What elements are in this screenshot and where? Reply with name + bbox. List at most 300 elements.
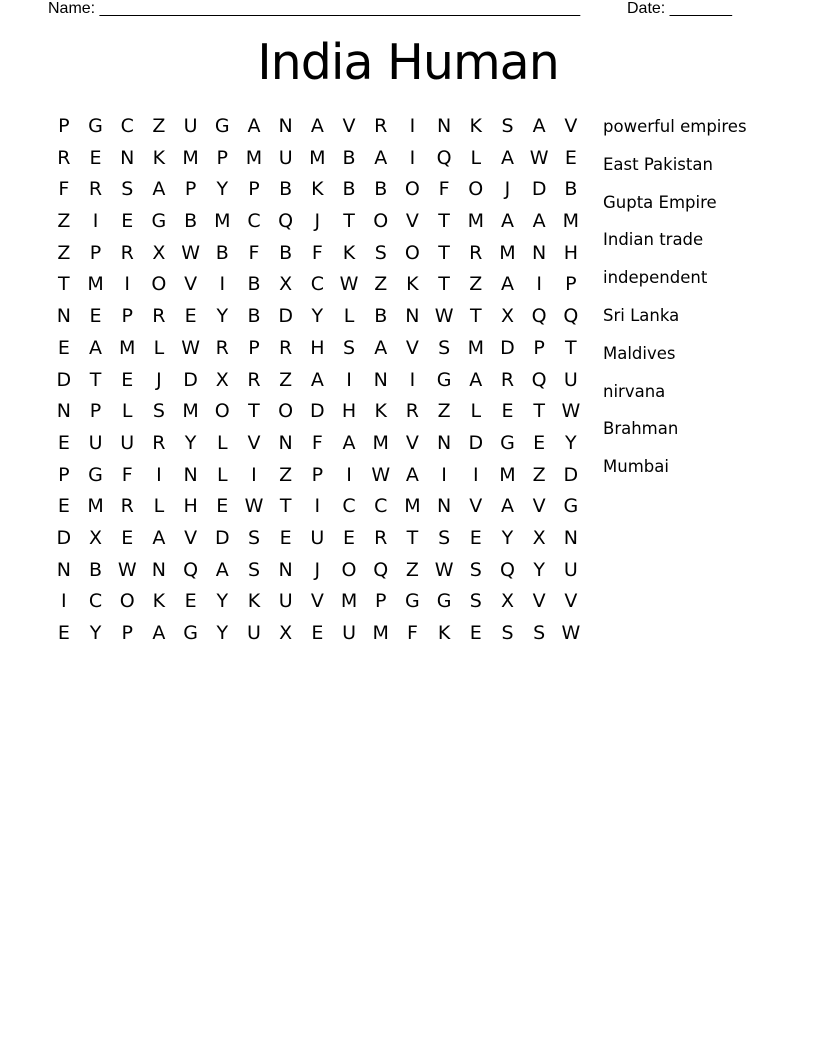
grid-cell: Y: [533, 558, 545, 581]
grid-cell: H: [183, 495, 198, 518]
grid-cell: P: [89, 241, 102, 264]
grid-cell: A: [374, 146, 388, 169]
grid-cell: E: [57, 622, 70, 644]
grid-cell: Y: [216, 622, 229, 644]
grid-cell: A: [500, 146, 514, 169]
grid-cell: M: [87, 495, 104, 518]
grid-cell: M: [499, 241, 516, 264]
grid-cell: Q: [436, 146, 452, 169]
grid-cell: Z: [57, 210, 71, 233]
grid-cell: V: [310, 590, 324, 613]
grid-cell: I: [472, 463, 479, 486]
grid-cell: M: [214, 210, 231, 233]
grid-cell: B: [342, 146, 356, 169]
grid-cell: L: [153, 336, 165, 359]
grid-cell: A: [152, 526, 166, 549]
grid-cell: A: [405, 463, 419, 486]
word-bank-item: Brahman: [603, 419, 679, 439]
grid-cell: B: [89, 558, 103, 581]
grid-cell: K: [342, 241, 356, 264]
grid-cell: Q: [531, 305, 547, 328]
word-bank-item: Sri Lanka: [603, 305, 680, 325]
grid-cell: V: [405, 431, 419, 454]
grid-cell: O: [214, 400, 230, 423]
grid-cell: M: [340, 590, 358, 613]
grid-cell: F: [311, 431, 323, 454]
grid-cell: A: [374, 336, 388, 359]
grid-cell: K: [374, 400, 387, 423]
grid-cell: N: [278, 558, 293, 581]
grid-cell: T: [469, 305, 482, 328]
grid-cell: X: [279, 273, 293, 296]
grid-cell: B: [279, 178, 293, 201]
grid-cell: P: [89, 400, 102, 423]
grid-cell: V: [405, 336, 419, 359]
grid-cell: Z: [405, 558, 419, 581]
grid-cell: E: [469, 526, 482, 549]
grid-cell: J: [504, 178, 511, 201]
grid-cell: I: [314, 495, 321, 518]
grid-cell: N: [56, 400, 71, 423]
grid-cell: Y: [565, 431, 577, 454]
grid-cell: H: [310, 336, 325, 359]
word-bank-item: independent: [603, 268, 708, 288]
grid-cell: A: [500, 273, 514, 296]
grid-cell: T: [565, 336, 577, 359]
grid-cell: K: [406, 273, 419, 296]
grid-cell: V: [532, 495, 546, 518]
grid-cell: E: [121, 368, 134, 391]
grid-cell: R: [405, 400, 419, 423]
grid-cell: J: [156, 368, 162, 391]
grid-cell: N: [563, 526, 578, 549]
grid-cell: I: [409, 115, 416, 137]
grid-cell: T: [406, 526, 419, 549]
grid-cell: F: [121, 463, 133, 486]
grid-cell: E: [184, 590, 197, 613]
grid-cell: L: [153, 495, 165, 518]
grid-cell: R: [215, 336, 229, 359]
grid-cell: K: [437, 622, 451, 644]
grid-cell: G: [88, 115, 103, 137]
grid-cell: M: [87, 273, 104, 296]
grid-cell: E: [216, 495, 229, 518]
grid-cell: K: [152, 146, 166, 169]
grid-cell: I: [536, 273, 542, 296]
grid-cell: Y: [216, 178, 229, 201]
grid-cell: B: [342, 178, 356, 201]
grid-cell: V: [469, 495, 483, 518]
grid-cell: B: [374, 305, 388, 328]
grid-cell: G: [214, 115, 230, 137]
grid-cell: G: [183, 622, 198, 644]
grid-cell: U: [120, 431, 135, 454]
grid-cell: D: [500, 336, 515, 359]
grid-cell: D: [214, 526, 230, 549]
grid-cell: U: [563, 368, 578, 391]
grid-cell: R: [247, 368, 261, 391]
grid-cell: S: [247, 526, 260, 549]
grid-cell: A: [215, 558, 229, 581]
grid-cell: N: [436, 495, 452, 518]
grid-cell: A: [89, 336, 103, 359]
grid-cell: T: [438, 241, 450, 264]
grid-cell: Y: [311, 305, 324, 328]
grid-cell: Q: [531, 368, 547, 391]
grid-cell: U: [247, 622, 261, 644]
grid-cell: L: [470, 400, 482, 423]
word-bank: [603, 108, 747, 486]
grid-cell: N: [278, 431, 293, 454]
grid-cell: G: [563, 495, 579, 518]
grid-cell: A: [247, 115, 261, 137]
grid-cell: N: [151, 558, 167, 581]
grid-cell: R: [500, 368, 515, 391]
grid-cell: M: [182, 400, 199, 423]
grid-cell: O: [404, 178, 420, 201]
grid-cell: D: [278, 305, 293, 328]
grid-cell: K: [469, 115, 483, 137]
grid-cell: A: [310, 115, 324, 137]
grid-cell: E: [184, 305, 197, 328]
grid-cell: T: [248, 400, 260, 423]
grid-cell: F: [248, 241, 260, 264]
grid-cell: D: [310, 400, 325, 423]
grid-cell: I: [251, 463, 257, 486]
date-field-label: Date: _______: [627, 0, 732, 17]
grid-cell: V: [184, 526, 198, 549]
grid-cell: N: [436, 431, 452, 454]
grid-cell: G: [88, 463, 103, 486]
grid-cell: N: [532, 241, 547, 264]
grid-cell: C: [310, 273, 324, 296]
grid-cell: W: [181, 336, 200, 359]
word-bank-item: Gupta Empire: [603, 192, 717, 212]
grid-cell: Q: [278, 210, 294, 233]
grid-cell: F: [438, 178, 450, 201]
grid-cell: V: [405, 210, 419, 233]
name-field-label: Name: ______________________________________________________: [48, 0, 581, 17]
grid-cell: M: [372, 431, 389, 454]
grid-cell: Z: [437, 400, 451, 423]
grid-cell: T: [89, 368, 102, 391]
grid-cell: N: [405, 305, 420, 328]
word-bank-item: Maldives: [603, 343, 676, 363]
grid-cell: A: [532, 115, 546, 137]
grid-cell: E: [89, 146, 102, 169]
grid-cell: E: [343, 526, 356, 549]
grid-cell: W: [181, 241, 200, 264]
grid-cell: U: [563, 558, 578, 581]
grid-cell: Z: [152, 115, 166, 137]
grid-cell: S: [438, 336, 451, 359]
grid-cell: M: [372, 622, 389, 644]
grid-cell: A: [500, 210, 514, 233]
grid-cell: U: [342, 622, 356, 644]
grid-cell: M: [467, 336, 484, 359]
grid-cell: S: [121, 178, 134, 201]
grid-cell: T: [533, 400, 545, 423]
grid-cell: F: [311, 241, 323, 264]
grid-cell: X: [500, 305, 514, 328]
grid-cell: E: [533, 431, 546, 454]
grid-cell: W: [529, 146, 549, 169]
grid-cell: V: [564, 115, 578, 137]
grid-cell: L: [216, 431, 228, 454]
grid-cell: K: [311, 178, 324, 201]
grid-cell: E: [89, 305, 102, 328]
grid-cell: E: [121, 210, 134, 233]
word-bank-item: powerful empires: [603, 117, 747, 136]
grid-cell: W: [561, 400, 581, 423]
grid-cell: S: [152, 400, 165, 423]
grid-cell: F: [406, 622, 418, 644]
grid-cell: I: [409, 146, 416, 169]
grid-cell: O: [404, 241, 420, 264]
grid-cell: B: [184, 210, 198, 233]
grid-cell: Y: [501, 526, 514, 549]
grid-cell: B: [279, 241, 293, 264]
grid-cell: D: [56, 368, 72, 391]
grid-cell: Y: [184, 431, 197, 454]
grid-cell: J: [314, 210, 321, 233]
grid-cell: P: [58, 115, 70, 137]
grid-cell: V: [184, 273, 198, 296]
grid-cell: G: [500, 431, 515, 454]
grid-cell: I: [219, 273, 226, 296]
grid-cell: B: [215, 241, 229, 264]
grid-cell: E: [311, 622, 324, 644]
grid-cell: A: [342, 431, 356, 454]
word-search-grid: [48, 111, 587, 650]
grid-cell: A: [152, 622, 166, 644]
grid-cell: E: [57, 495, 70, 518]
grid-cell: D: [563, 463, 579, 486]
grid-cell: O: [151, 273, 167, 296]
grid-cell: W: [244, 495, 264, 518]
grid-cell: E: [564, 146, 577, 169]
grid-cell: V: [342, 115, 356, 137]
grid-cell: P: [311, 463, 324, 486]
grid-cell: I: [409, 368, 416, 391]
grid-cell: W: [117, 558, 137, 581]
grid-cell: S: [343, 336, 356, 359]
grid-cell: A: [310, 368, 324, 391]
grid-cell: T: [438, 210, 450, 233]
grid-cell: M: [499, 463, 516, 486]
grid-cell: R: [88, 178, 103, 201]
grid-cell: T: [343, 210, 355, 233]
grid-cell: Z: [279, 463, 293, 486]
grid-cell: S: [469, 590, 482, 613]
grid-cell: Q: [499, 558, 515, 581]
grid-cell: X: [500, 590, 514, 613]
grid-cell: E: [469, 622, 482, 644]
grid-cell: N: [120, 146, 135, 169]
grid-cell: N: [373, 368, 388, 391]
grid-cell: X: [89, 526, 103, 549]
grid-cell: M: [467, 210, 484, 233]
grid-cell: B: [247, 305, 261, 328]
grid-cell: L: [470, 146, 482, 169]
grid-cell: P: [565, 273, 577, 296]
grid-cell: O: [119, 590, 135, 613]
grid-cell: Q: [373, 558, 389, 581]
grid-cell: P: [248, 336, 260, 359]
grid-cell: L: [216, 463, 228, 486]
grid-cell: E: [279, 526, 292, 549]
grid-cell: W: [434, 305, 454, 328]
grid-cell: N: [56, 305, 71, 328]
grid-cell: Y: [89, 622, 102, 644]
grid-cell: P: [121, 622, 133, 644]
grid-cell: R: [57, 146, 71, 169]
grid-cell: R: [152, 305, 166, 328]
grid-cell: N: [436, 115, 452, 137]
grid-cell: S: [247, 558, 260, 581]
grid-cell: W: [339, 273, 359, 296]
grid-cell: J: [314, 558, 321, 581]
grid-cell: Z: [532, 463, 546, 486]
grid-cell: O: [373, 210, 389, 233]
word-bank-item: East Pakistan: [603, 154, 713, 174]
grid-cell: Z: [469, 273, 483, 296]
grid-cell: H: [563, 241, 578, 264]
grid-cell: I: [61, 590, 67, 613]
grid-cell: D: [468, 431, 484, 454]
grid-cell: D: [56, 526, 72, 549]
grid-cell: M: [562, 210, 580, 233]
grid-cell: M: [182, 146, 199, 169]
word-bank-item: Mumbai: [603, 457, 669, 477]
grid-cell: P: [121, 305, 133, 328]
grid-cell: S: [469, 558, 482, 581]
grid-cell: G: [436, 368, 452, 391]
grid-cell: I: [441, 463, 447, 486]
grid-cell: M: [119, 336, 136, 359]
grid-cell: V: [564, 590, 578, 613]
grid-cell: T: [58, 273, 70, 296]
grid-cell: U: [278, 146, 293, 169]
grid-cell: S: [533, 622, 546, 644]
grid-cell: C: [247, 210, 261, 233]
grid-cell: O: [341, 558, 357, 581]
grid-cell: C: [120, 115, 134, 137]
grid-cell: C: [374, 495, 388, 518]
grid-cell: I: [92, 210, 99, 233]
grid-cell: I: [346, 463, 352, 486]
grid-cell: R: [469, 241, 483, 264]
grid-cell: X: [215, 368, 229, 391]
grid-cell: E: [57, 336, 70, 359]
grid-cell: N: [56, 558, 71, 581]
grid-cell: F: [58, 178, 70, 201]
grid-cell: V: [532, 590, 546, 613]
grid-cell: R: [152, 431, 166, 454]
grid-cell: M: [309, 146, 326, 169]
grid-cell: P: [184, 178, 197, 201]
grid-cell: Z: [57, 241, 71, 264]
grid-cell: G: [405, 590, 420, 613]
grid-cell: I: [124, 273, 131, 296]
grid-cell: R: [279, 336, 293, 359]
page-title: India Human: [257, 34, 559, 91]
grid-cell: X: [532, 526, 546, 549]
grid-cell: W: [561, 622, 581, 644]
grid-cell: D: [183, 368, 198, 391]
grid-cell: S: [374, 241, 387, 264]
grid-cell: P: [58, 463, 70, 486]
grid-cell: U: [183, 115, 198, 137]
grid-cell: M: [245, 146, 263, 169]
grid-cell: W: [371, 463, 391, 486]
grid-cell: P: [533, 336, 545, 359]
grid-cell: Y: [216, 305, 229, 328]
grid-cell: X: [279, 622, 293, 644]
grid-cell: A: [532, 210, 546, 233]
word-bank-item: nirvana: [603, 381, 666, 401]
grid-cell: T: [438, 273, 450, 296]
grid-cell: D: [531, 178, 547, 201]
grid-cell: G: [436, 590, 452, 613]
grid-cell: C: [88, 590, 103, 613]
grid-cell: Z: [279, 368, 293, 391]
grid-cell: R: [120, 495, 134, 518]
grid-cell: I: [156, 463, 162, 486]
grid-cell: N: [278, 115, 293, 137]
grid-cell: U: [278, 590, 293, 613]
grid-cell: C: [342, 495, 356, 518]
grid-cell: B: [247, 273, 261, 296]
grid-cell: B: [564, 178, 578, 201]
grid-cell: L: [343, 305, 355, 328]
grid-cell: K: [247, 590, 261, 613]
grid-cell: E: [57, 431, 70, 454]
grid-cell: H: [341, 400, 357, 423]
grid-cell: R: [374, 526, 388, 549]
grid-cell: W: [434, 558, 454, 581]
grid-cell: P: [216, 146, 229, 169]
grid-cell: R: [374, 115, 388, 137]
grid-cell: S: [501, 622, 514, 644]
grid-cell: N: [183, 463, 198, 486]
grid-cell: S: [438, 526, 451, 549]
grid-cell: V: [247, 431, 261, 454]
grid-cell: Q: [563, 305, 579, 328]
grid-cell: O: [468, 178, 484, 201]
grid-cell: I: [346, 368, 352, 391]
grid-cell: Z: [374, 273, 388, 296]
grid-cell: Y: [216, 590, 229, 613]
grid-cell: U: [88, 431, 103, 454]
grid-cell: A: [469, 368, 483, 391]
grid-cell: G: [151, 210, 167, 233]
grid-cell: L: [121, 400, 133, 423]
grid-cell: X: [152, 241, 166, 264]
grid-cell: S: [501, 115, 514, 137]
grid-cell: E: [121, 526, 134, 549]
word-bank-item: Indian trade: [603, 230, 704, 250]
grid-cell: P: [374, 590, 387, 613]
grid-cell: Q: [183, 558, 199, 581]
grid-cell: M: [404, 495, 421, 518]
grid-cell: K: [152, 590, 166, 613]
grid-cell: A: [152, 178, 166, 201]
grid-cell: R: [120, 241, 134, 264]
grid-cell: T: [279, 495, 292, 518]
grid-cell: B: [374, 178, 388, 201]
grid-cell: E: [501, 400, 514, 423]
